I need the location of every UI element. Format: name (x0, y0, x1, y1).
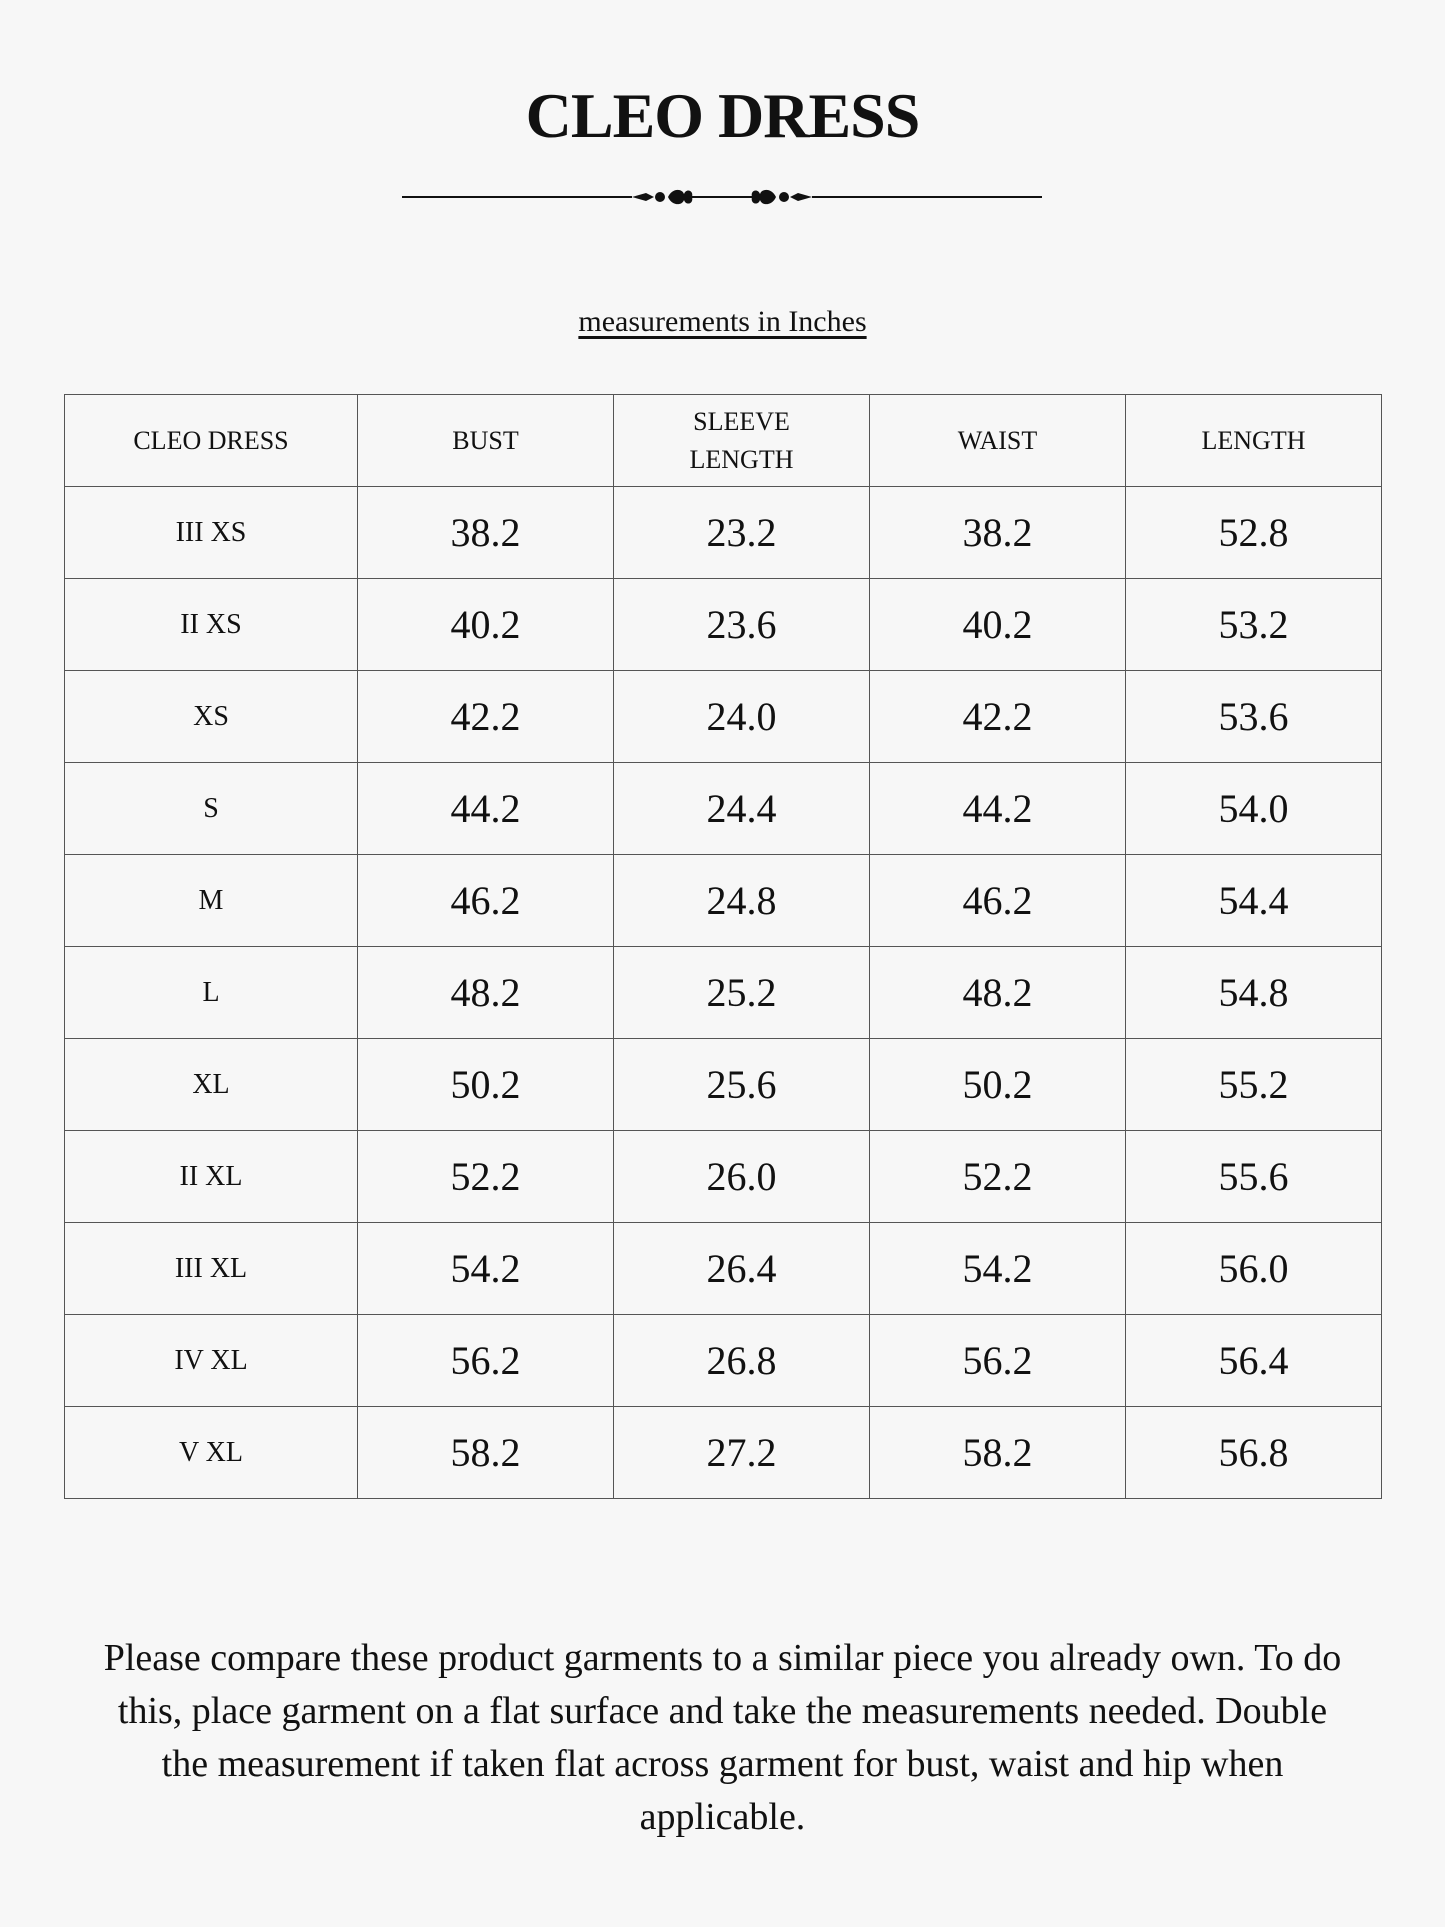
sleeve-length-value: 24.4 (614, 763, 870, 855)
table-row (65, 1039, 1382, 1131)
column-header-sleeve-length: SLEEVE LENGTH (614, 395, 870, 487)
length-value: 52.8 (1126, 487, 1382, 579)
sleeve-length-value: 24.8 (614, 855, 870, 947)
waist-value: 40.2 (870, 579, 1126, 671)
waist-value: 58.2 (870, 1407, 1126, 1499)
column-header-waist: WAIST (870, 395, 1126, 487)
length-value: 54.0 (1126, 763, 1382, 855)
sleeve-length-value: 25.2 (614, 947, 870, 1039)
sleeve-length-value: 27.2 (614, 1407, 870, 1499)
size-label: IV XL (65, 1315, 358, 1407)
size-chart-table (64, 394, 1382, 1499)
column-header-bust: BUST (358, 395, 614, 487)
size-label: III XS (65, 487, 358, 579)
waist-value: 50.2 (870, 1039, 1126, 1131)
table-row (65, 1407, 1382, 1499)
table-row (65, 1223, 1382, 1315)
column-header-size: CLEO DRESS (65, 395, 358, 487)
length-value: 53.2 (1126, 579, 1382, 671)
waist-value: 42.2 (870, 671, 1126, 763)
length-value: 55.2 (1126, 1039, 1382, 1131)
table-row (65, 1315, 1382, 1407)
length-value: 55.6 (1126, 1131, 1382, 1223)
sleeve-length-value: 25.6 (614, 1039, 870, 1131)
size-label: V XL (65, 1407, 358, 1499)
table-row (65, 855, 1382, 947)
length-value: 53.6 (1126, 671, 1382, 763)
length-value: 56.8 (1126, 1407, 1382, 1499)
size-label: XS (65, 671, 358, 763)
table-row (65, 671, 1382, 763)
size-label: L (65, 947, 358, 1039)
sleeve-length-value: 26.0 (614, 1131, 870, 1223)
sleeve-length-value: 26.8 (614, 1315, 870, 1407)
table-row (65, 579, 1382, 671)
waist-value: 44.2 (870, 763, 1126, 855)
sleeve-length-value: 26.4 (614, 1223, 870, 1315)
ornament-divider-icon (402, 182, 1042, 212)
sleeve-length-value: 24.0 (614, 671, 870, 763)
sleeve-length-value: 23.6 (614, 579, 870, 671)
measurement-instructions: Please compare these product garments to a similar piece you already own. To do this, place garment on a flat surface and take the measurements needed. Double the measurement if taken flat across garment for bust, waist and hip when applicable. (103, 1637, 1342, 1838)
sleeve-length-value: 23.2 (614, 487, 870, 579)
size-label: S (65, 763, 358, 855)
size-label: III XL (65, 1223, 358, 1315)
table-row (65, 487, 1382, 579)
bust-value: 50.2 (358, 1039, 614, 1131)
length-value: 56.0 (1126, 1223, 1382, 1315)
bust-value: 54.2 (358, 1223, 614, 1315)
bust-value: 40.2 (358, 579, 614, 671)
units-subtitle: measurements in Inches (578, 305, 867, 338)
bust-value: 44.2 (358, 763, 614, 855)
size-label: II XS (65, 579, 358, 671)
size-label: XL (65, 1039, 358, 1131)
waist-value: 54.2 (870, 1223, 1126, 1315)
waist-value: 38.2 (870, 487, 1126, 579)
length-value: 54.8 (1126, 947, 1382, 1039)
bust-value: 38.2 (358, 487, 614, 579)
table-header-row (65, 395, 1382, 487)
bust-value: 58.2 (358, 1407, 614, 1499)
length-value: 54.4 (1126, 855, 1382, 947)
waist-value: 46.2 (870, 855, 1126, 947)
table-row (65, 1131, 1382, 1223)
bust-value: 56.2 (358, 1315, 614, 1407)
length-value: 56.4 (1126, 1315, 1382, 1407)
waist-value: 56.2 (870, 1315, 1126, 1407)
column-header-length: LENGTH (1126, 395, 1382, 487)
bust-value: 42.2 (358, 671, 614, 763)
bust-value: 46.2 (358, 855, 614, 947)
size-label: M (65, 855, 358, 947)
waist-value: 52.2 (870, 1131, 1126, 1223)
size-label: II XL (65, 1131, 358, 1223)
waist-value: 48.2 (870, 947, 1126, 1039)
table-row (65, 763, 1382, 855)
page-title: CLEO DRESS (525, 80, 920, 151)
bust-value: 48.2 (358, 947, 614, 1039)
bust-value: 52.2 (358, 1131, 614, 1223)
table-row (65, 947, 1382, 1039)
